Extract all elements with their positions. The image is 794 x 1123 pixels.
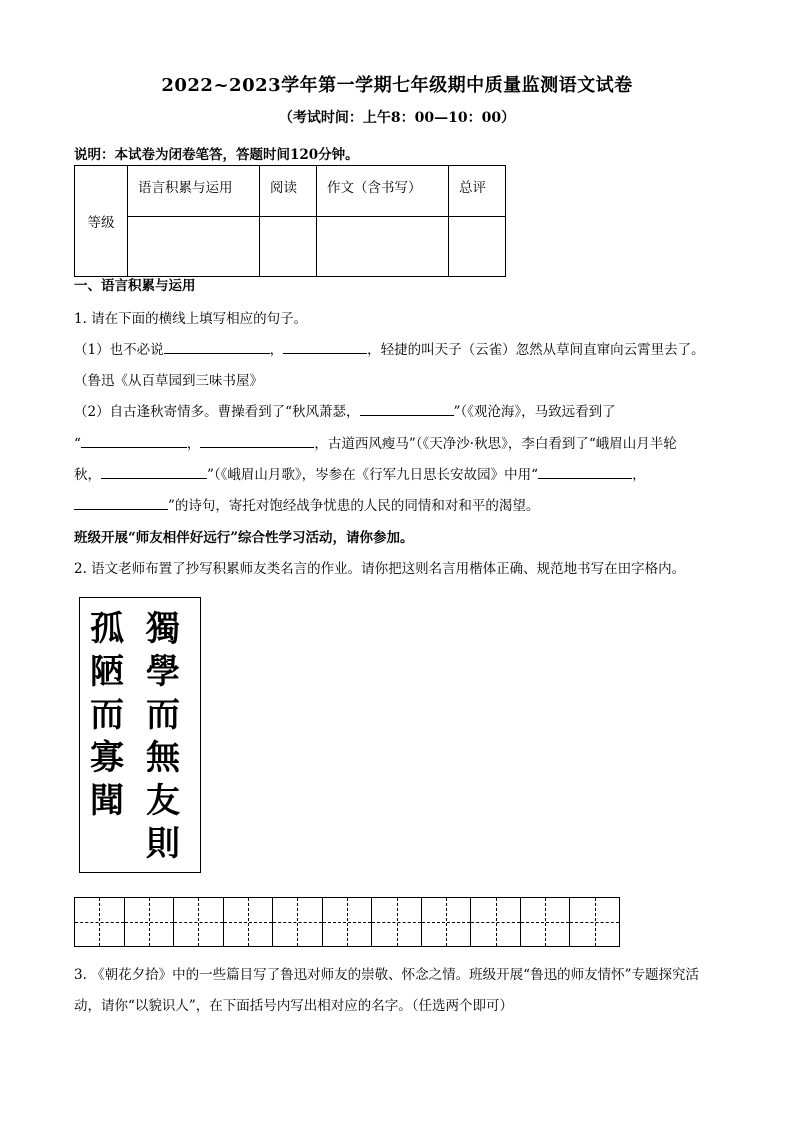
answer-blank[interactable] — [101, 464, 207, 479]
question-text: ， — [269, 342, 284, 358]
question-text: （2）自古逢秋寄情多。曹操看到了“秋风萧瑟， — [74, 404, 360, 420]
grid-cell[interactable] — [471, 898, 521, 946]
calligraphy-char: 友 — [146, 781, 180, 821]
grade-cell[interactable] — [260, 217, 317, 277]
answer-blank[interactable] — [164, 339, 270, 354]
answer-blank[interactable] — [283, 339, 367, 354]
question-1-stem: 1. 请在下面的横线上填写相应的句子。 — [74, 311, 308, 327]
question-1-part-2-cont — [74, 463, 646, 483]
question-text: ，轻捷的叫天子（云雀）忽然从草间直窜向云霄里去了。 — [367, 342, 705, 358]
question-1-part-2-end — [74, 494, 539, 514]
calligraphy-char: 寡 — [90, 738, 124, 778]
question-3-line-2: 动，请你“以貌识人”，在下面括号内写出相对应的名字。（任选两个即可） — [74, 998, 514, 1014]
question-text: ， — [186, 436, 201, 452]
activity-intro: 班级开展“师友相伴好远行”综合性学习活动，请你参加。 — [74, 530, 414, 546]
grade-cell[interactable] — [449, 217, 506, 277]
calligraphy-sample — [79, 597, 201, 873]
grade-col-header: 作文（含书写） — [317, 166, 449, 217]
calligraphy-char: 則 — [146, 824, 180, 864]
exam-instructions: 说明：本试卷为闭卷笔答，答题时间120分钟。 — [74, 147, 359, 163]
grid-cell[interactable] — [273, 898, 323, 946]
calligraphy-char: 獨 — [146, 609, 180, 649]
grade-row-label: 等级 — [75, 166, 128, 277]
calligraphy-char: 無 — [146, 738, 180, 778]
answer-blank[interactable] — [74, 495, 168, 510]
calligraphy-char: 而 — [90, 695, 124, 735]
question-text: （1）也不必说 — [74, 342, 164, 358]
section-heading: 一、语言积累与运用 — [74, 278, 196, 294]
grid-cell[interactable] — [422, 898, 472, 946]
grade-col-header: 总评 — [449, 166, 506, 217]
question-text: 秋， — [74, 467, 101, 483]
grid-cell[interactable] — [125, 898, 175, 946]
grade-cell[interactable] — [128, 217, 260, 277]
grade-table — [74, 165, 506, 277]
exam-title: 2022~2023学年第一学期七年级期中质量监测语文试卷 — [161, 75, 633, 96]
grid-cell[interactable] — [75, 898, 125, 946]
answer-blank[interactable] — [81, 433, 187, 448]
calligraphy-char: 孤 — [90, 609, 124, 649]
grid-cell[interactable] — [521, 898, 571, 946]
calligraphy-char: 而 — [146, 695, 180, 735]
calligraphy-char: 聞 — [90, 781, 124, 821]
tianzige-writing-grid[interactable] — [74, 897, 620, 947]
answer-blank[interactable] — [538, 464, 632, 479]
question-1-part-2-cont — [74, 432, 677, 452]
grade-col-header: 阅读 — [260, 166, 317, 217]
question-text: “ — [74, 436, 81, 452]
question-2-stem: 2. 语文老师布置了抄写积累师友类名言的作业。请你把这则名言用楷体正确、规范地书写在田字格内。 — [74, 561, 686, 577]
question-1-source: （鲁迅《从百草园到三味书屋》 — [74, 373, 263, 389]
question-text: ， — [632, 467, 646, 483]
calligraphy-column-left — [90, 608, 124, 823]
calligraphy-column-right — [146, 608, 180, 866]
grid-cell[interactable] — [372, 898, 422, 946]
grid-cell[interactable] — [570, 898, 619, 946]
grid-cell[interactable] — [323, 898, 373, 946]
exam-time: （考试时间：上午8：00—10：00） — [278, 110, 516, 126]
question-text: ”的诗句，寄托对饱经战争忧患的人民的同情和对和平的渴望。 — [168, 498, 540, 514]
answer-blank[interactable] — [360, 401, 454, 416]
answer-blank[interactable] — [200, 433, 314, 448]
question-1-part-1 — [74, 338, 705, 358]
calligraphy-char: 陋 — [90, 652, 124, 692]
question-text: ，古道西风瘦马”（《天净沙·秋思》，李白看到了“峨眉山月半轮 — [314, 436, 677, 452]
question-1-part-2 — [74, 400, 616, 420]
question-text: ”（《观沧海》，马致远看到了 — [453, 404, 616, 420]
question-3-line-1: 3. 《朝花夕拾》中的一些篇目写了鲁迅对师友的崇敬、怀念之情。班级开展“鲁迅的师友情怀”专题探究活 — [74, 967, 699, 983]
grade-col-header: 语言积累与运用 — [128, 166, 260, 217]
calligraphy-char: 學 — [146, 652, 180, 692]
question-text: ”（《峨眉山月歌》，岑参在《行军九日思长安故园》中用“ — [207, 467, 539, 483]
grade-cell[interactable] — [317, 217, 449, 277]
grid-cell[interactable] — [174, 898, 224, 946]
grid-cell[interactable] — [224, 898, 274, 946]
